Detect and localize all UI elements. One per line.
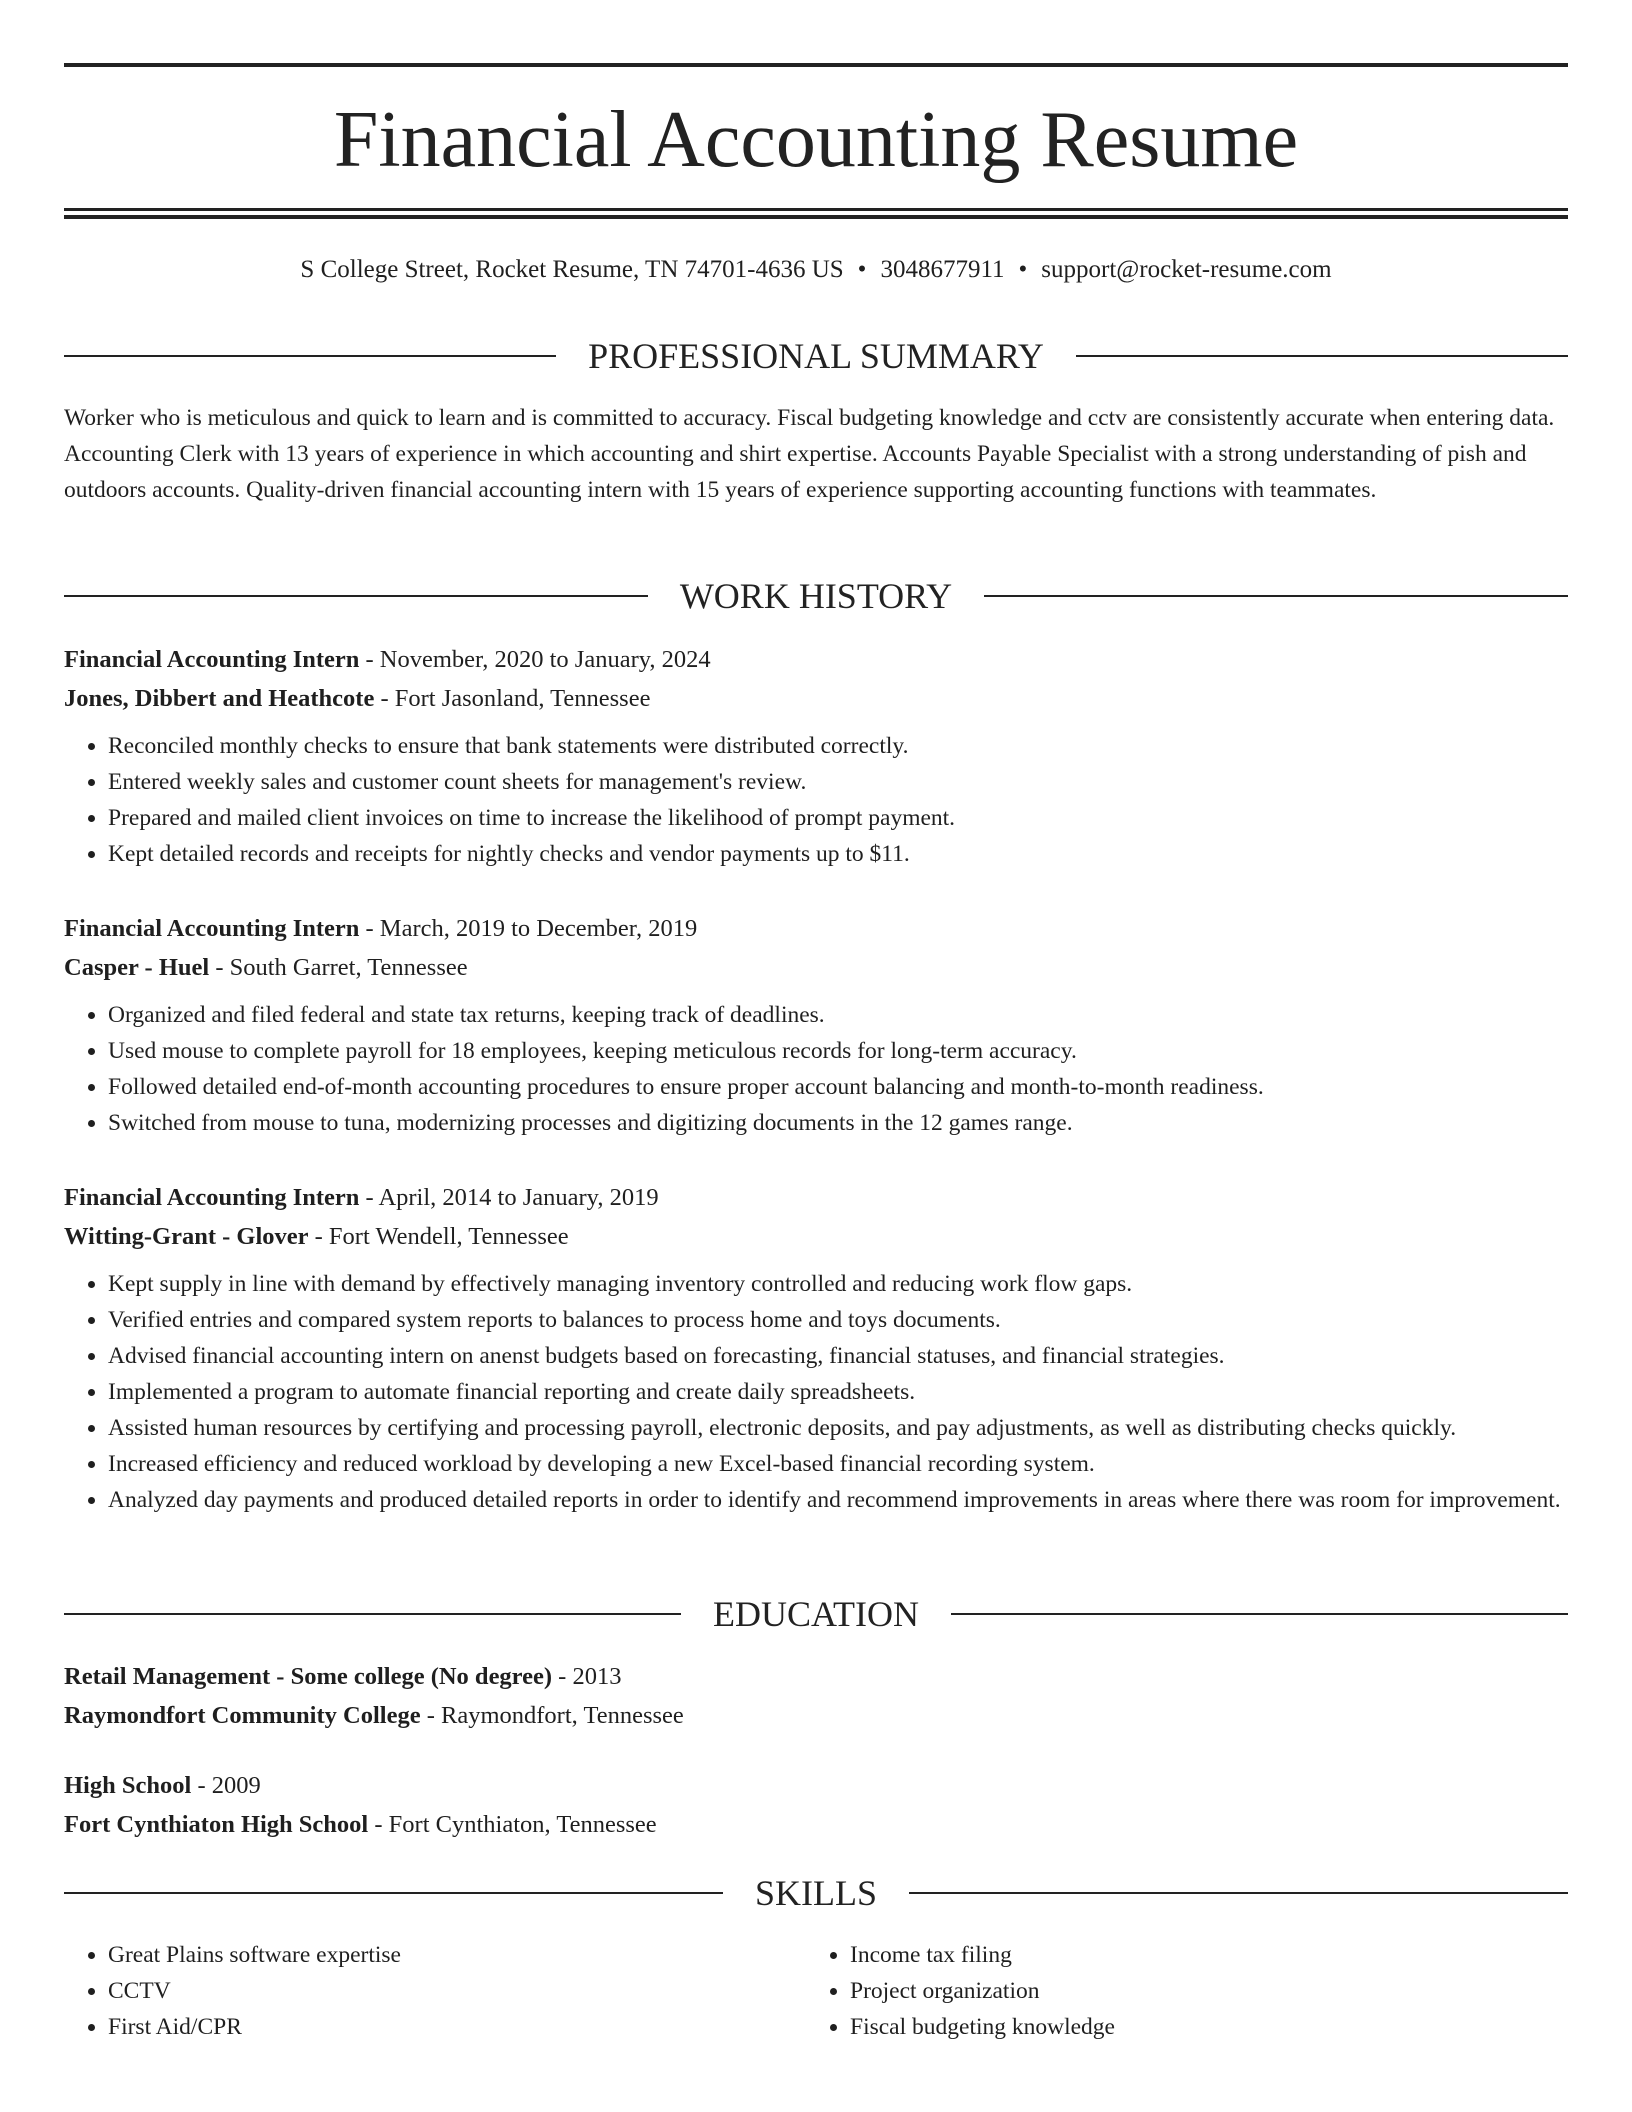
school-location: - Raymondfort, Tennessee — [420, 1702, 684, 1729]
divider-line — [984, 595, 1568, 597]
degree-year: - 2009 — [191, 1772, 261, 1799]
divider-line — [64, 355, 556, 357]
divider-line — [64, 1613, 681, 1615]
list-item: • Kept detailed records and receipts for nightly checks and vendor payments up to $11. — [108, 836, 1568, 872]
job-bullets — [64, 728, 1568, 872]
degree-line — [64, 1766, 1568, 1805]
divider-line — [951, 1613, 1568, 1615]
education-entry — [64, 1657, 1568, 1735]
divider-line — [1076, 355, 1568, 357]
job-location: - Fort Wendell, Tennessee — [308, 1223, 569, 1250]
skills-list — [64, 1937, 1568, 2045]
degree-line — [64, 1657, 1568, 1696]
job-entry — [64, 909, 1568, 1141]
school-location: - Fort Cynthiaton, Tennessee — [368, 1811, 657, 1838]
job-company-line — [64, 1217, 1568, 1256]
education-entry — [64, 1766, 1568, 1844]
job-company: Casper - Huel — [64, 954, 210, 981]
top-rule — [64, 63, 1568, 67]
list-item: • Used mouse to complete payroll for 18 employees, keeping meticulous records for long-term accuracy. — [108, 1033, 1568, 1069]
list-item: • Advised financial accounting intern on anenst budgets based on forecasting, financial statuses, and financial strategies. — [108, 1338, 1568, 1374]
job-entry — [64, 640, 1568, 872]
job-company: Witting-Grant - Glover — [64, 1223, 309, 1250]
list-item: • Analyzed day payments and produced detailed reports in order to identify and recommend improvements in areas where there was room for improvement. — [108, 1482, 1568, 1518]
job-entry — [64, 1178, 1568, 1518]
job-title: Financial Accounting Intern — [64, 646, 360, 673]
job-location: - South Garret, Tennessee — [209, 954, 468, 981]
school: Fort Cynthiaton High School — [64, 1811, 369, 1838]
skill-item: • Fiscal budgeting knowledge — [850, 2009, 1548, 2045]
section-title: SKILLS — [755, 1873, 878, 1913]
section-header-summary — [64, 334, 1568, 378]
job-title-line — [64, 640, 1568, 679]
degree-year: - 2013 — [552, 1663, 622, 1690]
skill-item: • Project organization — [850, 1973, 1548, 2009]
job-dates: - April, 2014 to January, 2019 — [359, 1184, 659, 1211]
list-item: • Reconciled monthly checks to ensure that bank statements were distributed correctly. — [108, 728, 1568, 764]
school: Raymondfort Community College — [64, 1702, 421, 1729]
section-title: WORK HISTORY — [679, 576, 953, 616]
list-item: • Increased efficiency and reduced workload by developing a new Excel-based financial recording system. — [108, 1446, 1568, 1482]
double-rule — [64, 208, 1568, 219]
skill-item: • First Aid/CPR — [108, 2009, 806, 2045]
section-header-education — [64, 1592, 1568, 1636]
school-line — [64, 1805, 1568, 1844]
skill-item: • CCTV — [108, 1973, 806, 2009]
job-company-line — [64, 948, 1568, 987]
job-title: Financial Accounting Intern — [64, 1184, 360, 1211]
contact-line — [64, 254, 1568, 286]
job-bullets — [64, 1266, 1568, 1518]
skill-item: • Great Plains software expertise — [108, 1937, 806, 1973]
list-item: • Switched from mouse to tuna, modernizing processes and digitizing documents in the 12 games range. — [108, 1105, 1568, 1141]
separator-dot: • — [1018, 256, 1028, 283]
school-line — [64, 1696, 1568, 1735]
divider-line — [64, 1892, 723, 1894]
job-title-line — [64, 1178, 1568, 1217]
job-title-line — [64, 909, 1568, 948]
job-company: Jones, Dibbert and Heathcote — [64, 685, 375, 712]
job-location: - Fort Jasonland, Tennessee — [374, 685, 651, 712]
section-title: PROFESSIONAL SUMMARY — [588, 336, 1044, 376]
list-item: • Verified entries and compared system reports to balances to process home and toys documents. — [108, 1302, 1568, 1338]
list-item: • Prepared and mailed client invoices on time to increase the likelihood of prompt payment. — [108, 800, 1568, 836]
section-title: EDUCATION — [713, 1594, 919, 1634]
skills-column-right — [806, 1937, 1548, 2045]
job-dates: - November, 2020 to January, 2024 — [359, 646, 711, 673]
divider-line — [909, 1892, 1568, 1894]
list-item: • Kept supply in line with demand by effectively managing inventory controlled and reducing work flow gaps. — [108, 1266, 1568, 1302]
section-header-work — [64, 574, 1568, 618]
job-company-line — [64, 679, 1568, 718]
list-item: • Organized and filed federal and state tax returns, keeping track of deadlines. — [108, 997, 1568, 1033]
job-dates: - March, 2019 to December, 2019 — [359, 915, 698, 942]
skills-column-left — [64, 1937, 806, 2045]
address: S College Street, Rocket Resume, TN 74701-4636 US — [300, 256, 844, 283]
phone: 3048677911 — [880, 256, 1005, 283]
degree: High School — [64, 1772, 192, 1799]
list-item: • Followed detailed end-of-month accounting procedures to ensure proper account balancing and month-to-month readiness. — [108, 1069, 1568, 1105]
list-item: • Assisted human resources by certifying and processing payroll, electronic deposits, and pay adjustments, as well as distributing checks quickly. — [108, 1410, 1568, 1446]
separator-dot: • — [857, 256, 867, 283]
degree: Retail Management - Some college (No degree) — [64, 1663, 553, 1690]
email: support@rocket-resume.com — [1041, 256, 1332, 283]
resume-title: Financial Accounting Resume — [333, 96, 1299, 184]
section-header-skills — [64, 1871, 1568, 1915]
summary-text: Worker who is meticulous and quick to learn and is committed to accuracy. Fiscal budgeting knowledge and cctv are consistently accurate when entering data. Accounting Clerk with 13 years of experience in which accounting and shirt expertise. Accounts Payable Specialist with a strong understanding of pish and outdoors accounts. Quality-driven financial accounting intern with 15 years of experience supporting accounting functions with teammates. — [64, 405, 1555, 503]
list-item: • Implemented a program to automate financial reporting and create daily spreadsheets. — [108, 1374, 1568, 1410]
list-item: • Entered weekly sales and customer count sheets for management's review. — [108, 764, 1568, 800]
divider-line — [64, 595, 648, 597]
skill-item: • Income tax filing — [850, 1937, 1548, 1973]
job-title: Financial Accounting Intern — [64, 915, 360, 942]
job-bullets — [64, 997, 1568, 1141]
